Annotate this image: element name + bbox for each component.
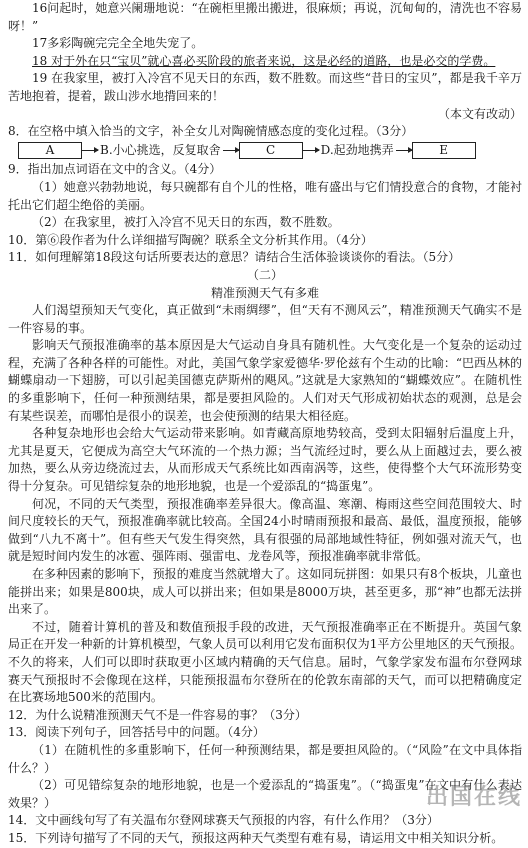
question-9-item-1: （1）她意兴勃勃地说，每只碗都有自个儿的性格，唯有盛出与它们情投意合的食物，才能衬托出它们超尘绝俗的美丽。 (8, 179, 522, 212)
question-9: 9．指出加点词语在文中的含义。（4分） (8, 162, 222, 177)
article-paragraph-1: 人们渴望预知天气变化，真正做到“未雨绸缪”，但“天有不测风云”，精准预测天气确实不是一件容易的事。 (8, 303, 522, 335)
article-paragraph-3: 各种复杂地形也会给大气运动带来影响。如青藏高原地势较高，受到太阳辐射后温度上升，尤其是夏天，它便成为高空大气环流的一个热力源；当气流经过时，要么从上面越过去，要么被加热，要么从旁边绕流过去，从而形成天气系统比如西南涡等，这些，使得整个大气环流形势变得十分复杂。可见错综复杂的地形地貌，也是一个爱添乱的“捣蛋鬼”。 (8, 426, 522, 494)
flow-arrow (82, 150, 98, 151)
question-15: 15．下列诗句描写了不同的天气，预报这两种天气类型有难有易，请运用文中相关知识分析。 (8, 830, 504, 845)
question-13-item-1: （1）在随机性的多重影响下，任何一种预测结果，都是要担风险的。（“风险”在文中具体指什么？） (8, 742, 522, 775)
site-watermark: 出国在线 (425, 785, 522, 811)
flow-box-c[interactable]: C (239, 142, 303, 159)
source-note: （本文有改动） (437, 106, 522, 121)
flow-box-a[interactable]: A (18, 142, 82, 159)
article-paragraph-2: 影响天气预报准确率的基本原因是大气运动自身具有随机性。大气变化是一个复杂的运动过程，充满了各种各样的可能性。对此，美国气象学家爱德华·罗伦兹有个生动的比喻：“巴西丛林的蝴蝶扇动一下翅膀，可以引起美国德克萨斯州的飓风。”这就是大家熟知的“蝴蝶效应”。在随机性的多重影响下，任何一种预测结果，都是要担风险的。人们对天气形成初始状态的观测，总是会有某些误差，而哪怕是很小的误差，也会使预测的结果大相径庭。 (8, 338, 522, 423)
flow-arrow (396, 150, 412, 151)
question-11: 11．如何理解第18段这句话所要表达的意思？请结合生活体验谈谈你的看法。（5分） (8, 250, 461, 265)
paragraph-17: 17多彩陶碗完完全全地失宠了。 (32, 36, 204, 51)
section-heading: （二） (246, 267, 283, 282)
exam-document (8, 0, 522, 848)
flow-box-e[interactable]: E (412, 142, 476, 159)
question-13: 13．阅读下列句子，回答括号中的问题。（4分） (8, 725, 265, 740)
paragraph-19: 19 在我家里，被打入冷宫不见天日的东西，数不胜数。而这些“昔日的宝贝”，都是我千辛万苦地抱着，提着，跋山涉水地揹回来的！ (8, 71, 522, 103)
question-12: 12．为什么说精准预测天气不是一件容易的事？（3分） (8, 707, 307, 722)
question-9-item-2: （2）在我家里，被打入冷宫不见天日的东西，数不胜数。 (32, 215, 340, 230)
question-10: 10．第⑥段作者为什么详细描写陶碗？联系全文分析其作用。（4分） (8, 232, 373, 247)
article-title: 精准预测天气有多难 (210, 285, 319, 300)
flow-step-d: D.起劲地携弄 (320, 142, 394, 157)
flow-arrow (303, 150, 319, 151)
question-8: 8．在空格中填入恰当的文字，补全女儿对陶碗情感态度的变化过程。（3分） (8, 124, 414, 139)
paragraph-16: 16问起时，她意兴阑珊地说：“在碗柜里搬出搬进，很麻烦；再说，沉甸甸的，清洗也不容易呀！” (8, 1, 522, 33)
question-14: 14．文中画线句写了有关温布尔登网球赛天气预报的内容，有什么作用？（3分） (8, 813, 439, 828)
paragraph-18-underlined: 18 对于外在只“宝贝”就心喜必买阶段的旅者来说，这是必经的道路，也是必交的学费。 (32, 53, 496, 68)
article-paragraph-6: 不过，随着计算机的普及和数值预报手段的改进，天气预报准确率正在不断提升。英国气象局正在开发一种新的计算机模型，气象人员可以利用它发布面积仅为1平方公里地区的天气预报。不久的将来，人们可以即时获取更小区域内精确的天气信息。届时，气象学家发布温布尔登网球赛天气预报时不会像现在这样，只能预报温布尔登所在的伦敦东南部的天气，而可以把精确度定在比赛场地500米的范围内。 (8, 619, 522, 705)
question-13-item-2: （2）可见错综复杂的地形地貌，也是一个爱添乱的“捣蛋鬼”。（“捣蛋鬼”在文中有什么表达效果？） (8, 778, 522, 810)
article-paragraph-4: 何况，不同的天气类型，预报准确率差异很大。像高温、寒潮、梅雨这些空间范围较大、时间尺度较长的天气，预报准确率就比较高。全国24小时晴雨预报和最高、最低，温度预报，能够做到“八九不离十”。但有些天气发生得突然，具有很强的局部地域性特征，例如强对流天气，也就是短时间内发生的冰雹、强阵雨、强雷电、龙卷风等，预报准确率就非常低。 (8, 496, 522, 564)
emotion-flow-diagram (18, 142, 522, 160)
article-paragraph-5: 在多种因素的影响下，预报的难度当然就增大了。这如同玩拼图：如果只有8个板块，儿童也能拼出来；如果是800块，成人可以拼出来；但如果是8000万块，甚至更多，那“神”也都无法拼出来了。 (8, 567, 522, 617)
flow-step-b: B.小心挑选，反复取舍 (100, 142, 221, 157)
flow-arrow (223, 150, 239, 151)
